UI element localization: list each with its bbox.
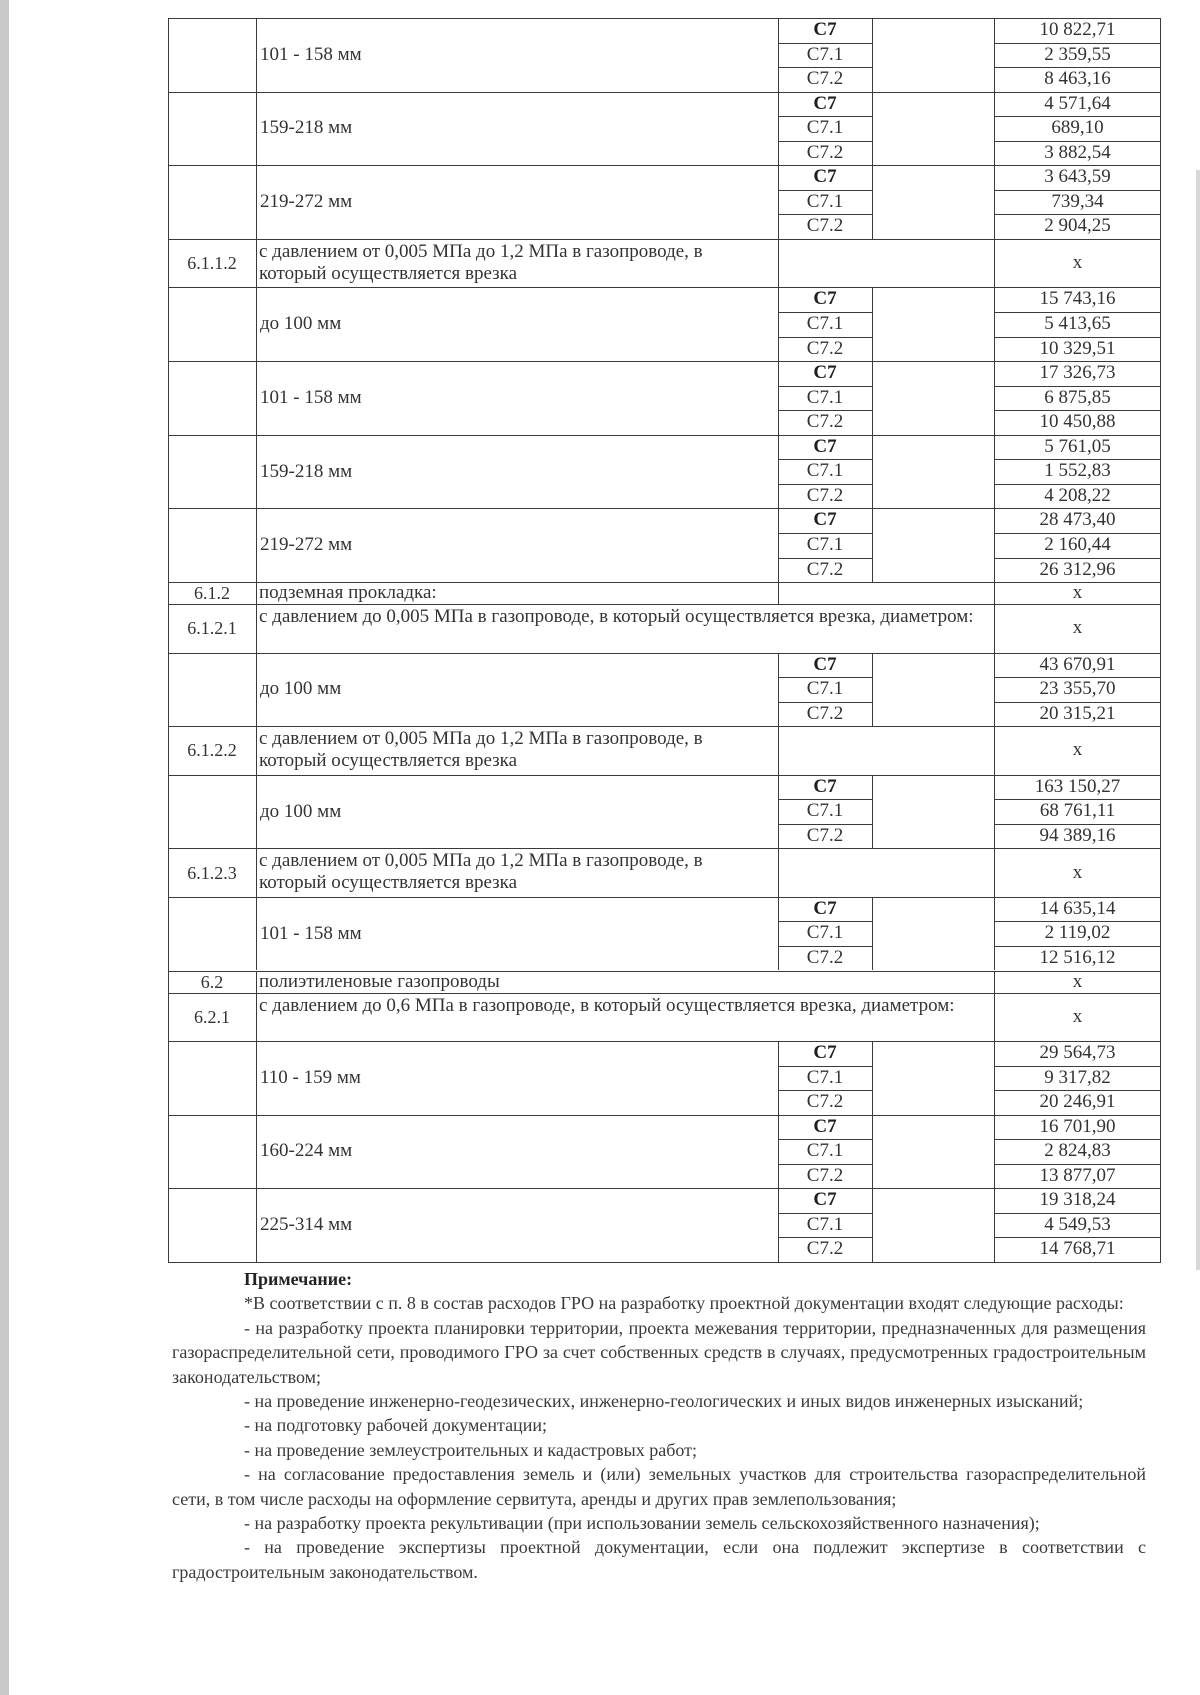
col-line (256, 18, 257, 92)
diameter-label: 101 - 158 мм (260, 386, 362, 408)
row-divider (994, 337, 1161, 338)
col-line (256, 897, 257, 971)
cost-value: 20 315,21 (1039, 702, 1116, 724)
col-line (778, 582, 779, 604)
cost-code: С7.2 (806, 946, 844, 968)
row-divider (778, 141, 872, 142)
cost-code: С7.1 (806, 1213, 844, 1235)
cost-code: С7 (813, 92, 837, 114)
header-divider (168, 726, 1161, 727)
cost-value: 10 450,88 (1039, 411, 1116, 433)
header-divider (168, 848, 1161, 849)
cost-value: 4 549,53 (1044, 1213, 1111, 1235)
group-divider (168, 287, 1161, 288)
row-divider (778, 921, 872, 922)
section-number: 6.1.2.1 (187, 618, 237, 639)
cost-code: С7.2 (806, 68, 844, 90)
row-divider (994, 312, 1161, 313)
cost-value: 12 516,12 (1039, 946, 1116, 968)
col-line (778, 848, 779, 897)
col-line (994, 92, 995, 166)
cost-value: 17 326,73 (1039, 362, 1116, 384)
row-divider (778, 214, 872, 215)
cost-value: 8 463,16 (1044, 68, 1111, 90)
col-line (778, 653, 779, 727)
cost-code: С7 (813, 362, 837, 384)
cost-code: С7 (813, 1042, 837, 1063)
header-divider (168, 239, 1161, 240)
row-divider (994, 946, 1161, 947)
row-divider (778, 1066, 872, 1067)
col-line (778, 1041, 779, 1115)
row-divider (778, 946, 872, 947)
col-line (778, 239, 779, 288)
cost-value: 739,34 (1051, 190, 1104, 212)
cost-code: С7 (813, 1115, 837, 1137)
group-divider (168, 1115, 1161, 1116)
section-value: х (1072, 1005, 1083, 1027)
cost-value: 2 119,02 (1044, 922, 1111, 944)
section-description: с давлением от 0,005 МПа до 1,2 МПа в газопроводе, в который осуществляется врезка (259, 728, 703, 772)
cost-value: 3 643,59 (1044, 166, 1111, 188)
col-line (994, 653, 995, 727)
group-divider (168, 165, 1161, 166)
col-line (872, 361, 873, 435)
section-value: х (1072, 617, 1083, 639)
row-divider (994, 824, 1161, 825)
cost-code: С7.1 (806, 190, 844, 212)
section-description: с давлением от 0,005 МПа до 1,2 МПа в газопроводе, в который осуществляется врезка (259, 240, 703, 284)
cost-code: С7.1 (806, 386, 844, 408)
cost-value: 13 877,07 (1039, 1164, 1116, 1186)
col-line (256, 508, 257, 582)
diameter-label: 101 - 158 мм (260, 922, 362, 944)
note-paragraph: - на подготовку рабочей документации; (244, 1415, 547, 1436)
col-line (256, 1188, 257, 1262)
group-divider (168, 435, 1161, 436)
cost-code: С7.1 (806, 1140, 844, 1162)
row-divider (778, 190, 872, 191)
cost-code: С7.1 (806, 533, 844, 555)
note-paragraph: - на разработку проекта планировки территории, проекта межевания территории, предназначенных для размещения газораспределительной сети, проводимого ГРО за счет собственных средств в случаях, предусмотренных градостроительным законодательством; (172, 1317, 1146, 1387)
row-divider (994, 43, 1161, 44)
col-line (256, 1041, 257, 1115)
col-line (872, 1115, 873, 1189)
diameter-label: до 100 мм (260, 678, 342, 700)
row-divider (994, 1066, 1161, 1067)
cost-code: С7.1 (806, 800, 844, 822)
cost-code: С7.2 (806, 215, 844, 237)
cost-value: 28 473,40 (1039, 509, 1116, 531)
section-description: с давлением от 0,005 МПа до 1,2 МПа в газопроводе, в который осуществляется врезка (259, 850, 703, 894)
note-paragraph: - на разработку проекта рекультивации (при использовании земель сельскохозяйственного назначения); (244, 1513, 1040, 1534)
section-description: полиэтиленовые газопроводы (259, 970, 500, 992)
col-line (994, 18, 995, 92)
diameter-label: 219-272 мм (260, 191, 353, 213)
cost-value: 23 355,70 (1039, 678, 1116, 700)
cost-value: 2 904,25 (1044, 215, 1111, 237)
cost-value: 19 318,24 (1039, 1189, 1116, 1211)
cost-code: С7.1 (806, 117, 844, 139)
col-line (256, 971, 257, 993)
section-description: подземная прокладка: (259, 582, 437, 604)
group-divider (168, 508, 1161, 509)
group-divider (168, 361, 1161, 362)
col-line (872, 92, 873, 166)
section-value: х (1072, 970, 1083, 992)
cost-code: С7 (813, 1189, 837, 1211)
cost-code: С7.2 (806, 141, 844, 163)
row-divider (778, 43, 872, 44)
diameter-label: 110 - 159 мм (260, 1066, 361, 1088)
col-line (256, 848, 257, 897)
cost-value: 43 670,91 (1039, 653, 1116, 675)
col-line (994, 361, 995, 435)
note-paragraph: - на согласование предоставления земель и (или) земельных участков для строительства газораспределительной сети, в том числе расходы на оформление сервитута, аренды и других прав землепользования; (172, 1464, 1146, 1509)
section-number: 6.1.2 (194, 583, 230, 604)
col-line (778, 165, 779, 239)
cost-value: 4 571,64 (1044, 92, 1111, 114)
cost-code: С7.1 (806, 43, 844, 65)
row-divider (778, 459, 872, 460)
col-line (256, 582, 257, 604)
cost-code: С7.2 (806, 702, 844, 724)
cost-code: С7.2 (806, 1091, 844, 1113)
cost-code: С7 (813, 435, 837, 457)
notes-title: Примечание: (244, 1269, 353, 1289)
cost-code: С7.2 (806, 337, 844, 359)
cost-value: 16 701,90 (1039, 1115, 1116, 1137)
row-divider (994, 677, 1161, 678)
col-line (872, 1041, 873, 1115)
group-divider (168, 18, 1161, 19)
diameter-label: 159-218 мм (260, 117, 353, 139)
table-right-border (1160, 18, 1161, 1262)
col-line (872, 1188, 873, 1262)
section-number: 6.1.2.3 (187, 862, 237, 883)
section-value: х (1072, 252, 1083, 274)
row-divider (994, 1139, 1161, 1140)
header-divider (168, 993, 1161, 994)
col-line (256, 239, 257, 288)
group-divider (168, 1188, 1161, 1189)
row-divider (778, 533, 872, 534)
note-paragraph: - на проведение экспертизы проектной документации, если она подлежит экспертизе в соответствии с градостроительным законодательством. (172, 1537, 1146, 1582)
col-line (256, 165, 257, 239)
cost-value: 15 743,16 (1039, 288, 1116, 310)
cost-value: 1 552,83 (1044, 460, 1111, 482)
row-divider (994, 410, 1161, 411)
col-line (994, 775, 995, 849)
cost-code: С7.1 (806, 460, 844, 482)
col-line (994, 1188, 995, 1262)
cost-value: 20 246,91 (1039, 1091, 1116, 1113)
col-line (256, 1115, 257, 1189)
row-divider (994, 533, 1161, 534)
row-divider (778, 312, 872, 313)
col-line (994, 165, 995, 239)
cost-code: С7 (813, 897, 837, 919)
row-divider (778, 677, 872, 678)
row-divider (994, 190, 1161, 191)
col-line (872, 18, 873, 92)
col-line (256, 435, 257, 509)
cost-code: С7.2 (806, 824, 844, 846)
note-paragraph: *В соответствии с п. 8 в состав расходов ГРО на разработку проектной документации входят следующие расходы: (244, 1293, 1124, 1314)
col-line (872, 653, 873, 727)
diameter-label: 159-218 мм (260, 460, 353, 482)
row-divider (994, 1237, 1161, 1238)
cost-value: 68 761,11 (1039, 800, 1116, 822)
col-line (872, 435, 873, 509)
cost-code: С7 (813, 509, 837, 531)
cost-value: 94 389,16 (1039, 824, 1116, 846)
cost-value: 2 824,83 (1044, 1140, 1111, 1162)
row-divider (994, 1164, 1161, 1165)
cost-value: 9 317,82 (1044, 1066, 1111, 1088)
cost-value: 6 875,85 (1044, 386, 1111, 408)
col-line (994, 1041, 995, 1115)
section-number: 6.2.1 (194, 1006, 230, 1027)
row-divider (778, 410, 872, 411)
tariff-table (168, 18, 1161, 1261)
section-value: х (1072, 582, 1083, 604)
cost-code: С7.1 (806, 1066, 844, 1088)
row-divider (778, 1213, 872, 1214)
row-divider (994, 702, 1161, 703)
group-divider (168, 897, 1161, 898)
row-divider (778, 116, 872, 117)
col-line (256, 604, 257, 653)
row-divider (994, 459, 1161, 460)
col-line (872, 165, 873, 239)
col-line (778, 508, 779, 582)
cost-value: 2 359,55 (1044, 43, 1111, 65)
section-number: 6.1.1.2 (187, 253, 237, 274)
row-divider (994, 386, 1161, 387)
cost-code: С7 (813, 653, 837, 675)
note-paragraph: - на проведение инженерно-геодезических, инженерно-геологических и иных видов инженерных изысканий; (244, 1391, 1084, 1412)
diameter-label: до 100 мм (260, 313, 342, 335)
row-divider (778, 799, 872, 800)
row-divider (778, 484, 872, 485)
col-line (778, 775, 779, 849)
cost-value: 689,10 (1051, 117, 1104, 139)
table-left-border (168, 18, 169, 1262)
col-line (872, 508, 873, 582)
diameter-label: 219-272 мм (260, 534, 353, 556)
col-line (994, 1115, 995, 1189)
col-line (778, 92, 779, 166)
row-divider (778, 1237, 872, 1238)
row-divider (994, 116, 1161, 117)
section-number: 6.2 (200, 971, 224, 992)
table-bottom-border (168, 1262, 1161, 1263)
row-divider (994, 67, 1161, 68)
group-divider (168, 775, 1161, 776)
col-line (778, 361, 779, 435)
header-divider (168, 604, 1161, 605)
group-divider (168, 653, 1161, 654)
scan-left-edge (0, 0, 9, 1695)
section-value: х (1072, 861, 1083, 883)
cost-value: 3 882,54 (1044, 141, 1111, 163)
cost-code: С7 (813, 19, 837, 40)
col-line (256, 92, 257, 166)
row-divider (778, 1090, 872, 1091)
section-description: с давлением до 0,6 МПа в газопроводе, в который осуществляется врезка, диаметром: (259, 994, 955, 1016)
col-line (994, 897, 995, 971)
cost-value: 2 160,44 (1044, 533, 1111, 555)
row-divider (778, 1139, 872, 1140)
cost-value: 163 150,27 (1034, 775, 1121, 797)
cost-code: С7.2 (806, 484, 844, 506)
col-line (256, 775, 257, 849)
col-line (256, 653, 257, 727)
cost-code: С7.2 (806, 411, 844, 433)
row-divider (994, 214, 1161, 215)
section-number: 6.1.2.2 (187, 740, 237, 761)
diameter-label: 101 - 158 мм (260, 43, 362, 65)
cost-value: 10 822,71 (1039, 19, 1116, 40)
col-line (778, 897, 779, 971)
col-line (778, 1115, 779, 1189)
row-divider (994, 1090, 1161, 1091)
row-divider (994, 1213, 1161, 1214)
cost-value: 4 208,22 (1044, 484, 1111, 506)
cost-value: 26 312,96 (1039, 558, 1116, 580)
col-line (778, 435, 779, 509)
col-line (256, 993, 257, 1042)
diameter-label: 160-224 мм (260, 1140, 353, 1162)
cost-value: 14 768,71 (1039, 1238, 1116, 1260)
col-line (256, 726, 257, 775)
row-divider (994, 799, 1161, 800)
col-line (778, 18, 779, 92)
cost-value: 29 564,73 (1039, 1042, 1116, 1063)
col-line (872, 287, 873, 361)
row-divider (994, 558, 1161, 559)
col-line (256, 287, 257, 361)
cost-value: 10 329,51 (1039, 337, 1116, 359)
row-divider (778, 337, 872, 338)
section-value: х (1072, 739, 1083, 761)
notes-section (172, 1267, 1146, 1584)
row-divider (994, 141, 1161, 142)
row-divider (778, 702, 872, 703)
col-line (994, 435, 995, 509)
row-divider (778, 558, 872, 559)
cost-code: С7.2 (806, 1238, 844, 1260)
section-description: с давлением до 0,005 МПа в газопроводе, в который осуществляется врезка, диаметром: (259, 606, 974, 628)
row-divider (778, 824, 872, 825)
row-divider (778, 1164, 872, 1165)
group-divider (168, 92, 1161, 93)
note-paragraph: - на проведение землеустроительных и кадастровых работ; (244, 1439, 697, 1460)
cost-code: С7.2 (806, 1164, 844, 1186)
row-divider (778, 386, 872, 387)
cost-code: С7 (813, 166, 837, 188)
group-divider (168, 1041, 1161, 1042)
diameter-label: до 100 мм (260, 800, 342, 822)
col-line (256, 361, 257, 435)
cost-code: С7.1 (806, 678, 844, 700)
col-line (994, 508, 995, 582)
cost-code: С7 (813, 775, 837, 797)
row-divider (994, 484, 1161, 485)
cost-code: С7.1 (806, 922, 844, 944)
row-divider (778, 67, 872, 68)
col-line (994, 287, 995, 361)
diameter-label: 225-314 мм (260, 1214, 353, 1236)
col-line (872, 897, 873, 971)
col-line (872, 775, 873, 849)
cost-value: 5 761,05 (1044, 435, 1111, 457)
row-divider (994, 921, 1161, 922)
cost-code: С7 (813, 288, 837, 310)
cost-code: С7.1 (806, 313, 844, 334)
col-line (778, 287, 779, 361)
cost-value: 5 413,65 (1044, 313, 1111, 334)
scan-right-edge (1196, 170, 1200, 1270)
col-line (778, 1188, 779, 1262)
cost-code: С7.2 (806, 558, 844, 580)
col-line (778, 726, 779, 775)
cost-value: 14 635,14 (1039, 897, 1116, 919)
